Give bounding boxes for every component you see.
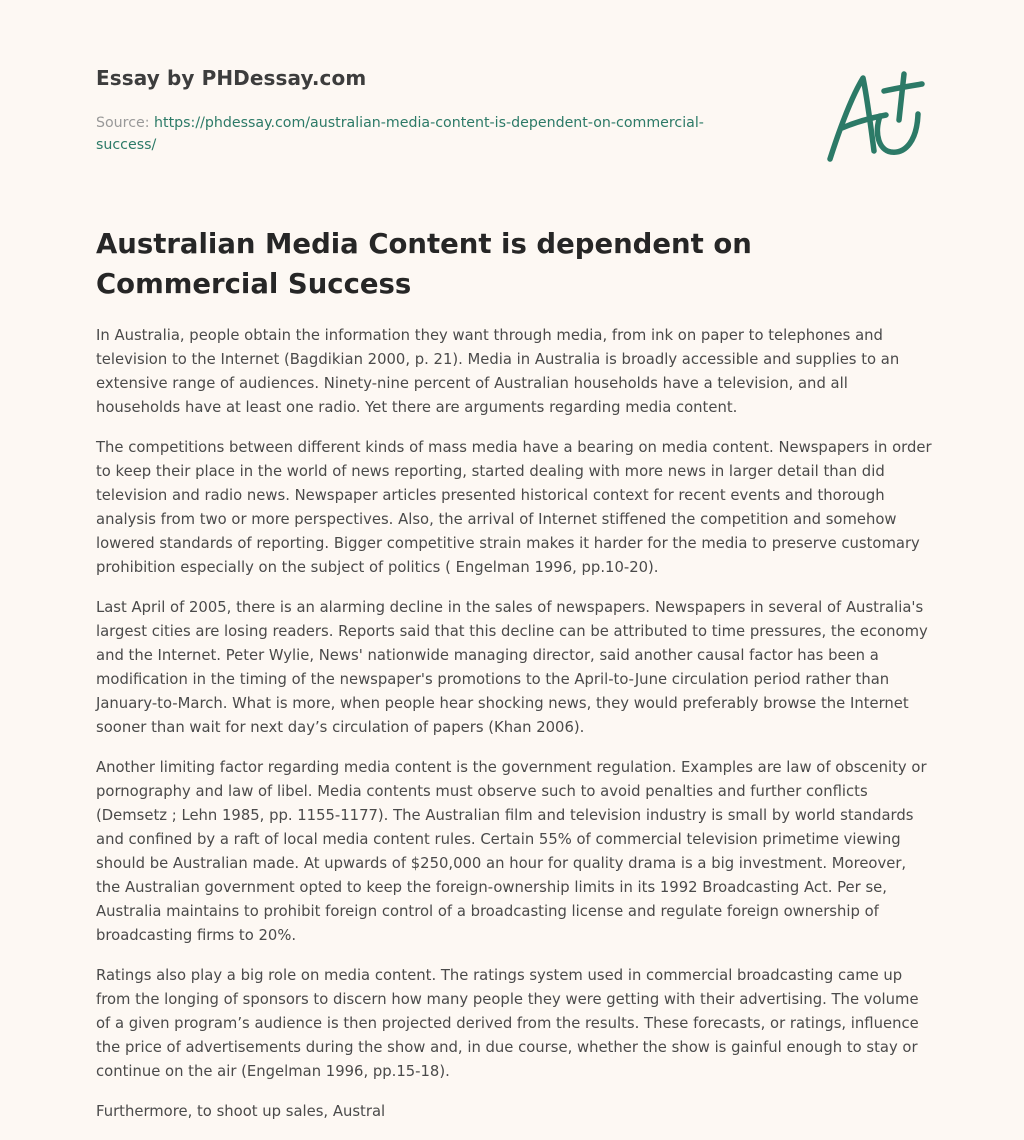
paragraph: Ratings also play a big role on media content. The ratings system used in commercial broadcasting came up from the longing of sponsors to discern how many people they were getting with their advertising. The volume of a given program’s audience is then projected derived from the results. These forecasts, or ratings, influence the price of advertisements during the show and, in due course, whether the show is gainful enough to stay or continue on the air (Engelman 1996, pp.15-18).	[96, 967, 919, 1080]
article-body	[96, 324, 932, 1140]
paragraph: Last April of 2005, there is an alarming decline in the sales of newspapers. Newspapers in several of Australia's largest cities are losing readers. Reports said that this decline can be attributed to time pressures, the economy and the Internet. Peter Wylie, News' nationwide managing director, said another causal factor has been a modification in the timing of the newspaper's promotions to the April-to-June circulation period rather than January-to-March. What is more, when people hear shocking news, they would preferably browse the Internet sooner than wait for next day’s circulation of papers (Khan 2006).	[96, 599, 928, 736]
paragraph: In Australia, people obtain the information they want through media, from ink on paper to telephones and television to the Internet (Bagdikian 2000, p. 21). Media in Australia is broadly accessible and supplies to an extensive range of audiences. Ninety-nine percent of Australian households have a television, and all households have at least one radio. Yet there are arguments regarding media content.	[96, 327, 900, 416]
source-label: Source:	[96, 115, 150, 131]
paragraph: Furthermore, to shoot up sales, Austral	[96, 1103, 386, 1120]
source-link[interactable]: https://phdessay.com/australian-media-content-is-dependent-on-commercial-success/	[96, 115, 704, 153]
paragraph: Another limiting factor regarding media content is the government regulation. Examples are law of obscenity or pornography and law of libel. Media contents must observe such to avoid penalties and further conflicts (Demsetz ; Lehn 1985, pp. 1155-1177). The Australian film and television industry is small by world standards and confined by a raft of local media content rules. Certain 55% of commercial television primetime viewing should be Australian made. At upwards of $250,000 an hour for quality drama is a big investment. Moreover, the Australian government opted to keep the foreign-ownership limits in its 1992 Broadcasting Act. Per se, Australia maintains to prohibit foreign control of a broadcasting license and regulate foreign ownership of broadcasting firms to 20%.	[96, 759, 927, 944]
a-plus-grade-icon	[822, 66, 926, 166]
source-line	[96, 112, 756, 156]
brand-title: Essay by PHDessay.com	[96, 66, 367, 90]
article-title: Australian Media Content is dependent on Commercial Success	[96, 228, 752, 300]
paragraph: The competitions between different kinds of mass media have a bearing on media content. Newspapers in order to keep their place in the world of news reporting, started dealing with more news in larger detail than did television and radio news. Newspaper articles presented historical context for recent events and thorough analysis from two or more perspectives. Also, the arrival of Internet stiffened the competition and somehow lowered standards of reporting. Bigger competitive strain makes it harder for the media to preserve customary prohibition especially on the subject of politics ( Engelman 1996, pp.10-20).	[96, 439, 932, 576]
